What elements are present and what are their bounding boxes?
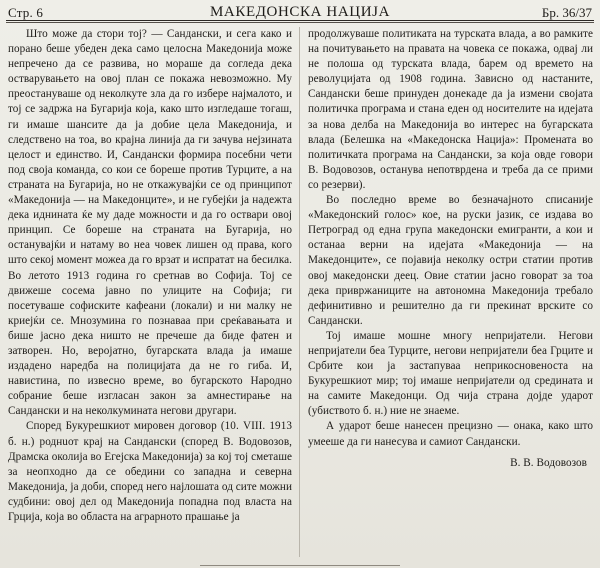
paragraph: А ударот беше нанесен прецизно — онака, како што умееше да ги нанесува и самиот Сандански. xyxy=(308,420,593,448)
paragraph: Според Букурешкиот мировен договор (10. VIII. 1913 б. н.) роднuот крај на Сандански (според В. Водовозов, Драмска околија во Егејска Македонија) за кој тој сметаше за неопходно да се обедини со западна и северна Македонија, ја доби, според него најлошата од сите можни судбини: овој дел од Македонија попадна под власта на Грција, која во областа на аграрното прашање ја xyxy=(8,420,292,523)
header-rule xyxy=(6,20,594,21)
paragraph-continued: продолжуваше политиката на турската влада, а во рамките на почитувањето на правата на човека се покажа, одвај ли не полоша од турската влада, барем од времето на револуцијата од 1908 година. Зависно од настаните, Сандански беше принуден донекаде да ја измени својата политичка програма и стана еден од носителите на идејата за нова делба на Македонија во интерес на бугарската влада (Белешка на «Македонска Нација»: Промената во политичката програма на Сандански, за која овде говори В. Водовозов, останува непотврдена и треба да се прими со резерви). xyxy=(308,28,593,191)
paragraph: Што може да стори тој? — Сандански, и сега како и порано беше убеден дека само целосна Македонија може непречено да се развива, но мораше да согледа дека остварувањето на овој план се покажа невозможно. Му преостануваше од неколкуте зла да го избере најмалото, и тој се задржа на Бугарија која, како што изгледаше тогаш, ги имаше шансите да ја добие цела Македонија, и следствено на тоа, во крајна линија да ги зачува нејзината целост и единство. И, Сандански формира посебни чети под своја команда, со кои се бореше против Турците, а на страната на Бугарија, но не откажувајќи се од принципот «Македонија — на Македонците», и не губејќи ја надежта дека иднината ќе му даде можности и да го оствари овој принцип. Се бореше на страната на Бугарија, но останувајќи и натаму во неа човек лишен од права, кого што секој момент можеа да го врзат и испратат на бесилка. Во летото 1913 година го сретнав во Софија. Тој се движеше сосема јавно по улиците на Софија; ги посетуваше софиските кафеани (локали) и ни малку не криејќи се. Мнозумина го познаваа при срeќавањата и бише јасно дека ништо не пречеше да биде фатен и затворен. Но, веројатно, бугарската влада ја имаше издадено наредба на полицијата да не го гиба. И, навистина, по извесно време, во бугарското Народно собрание беше изгласан закон за амнестирање на Сандански и на неколкумината негови другари. xyxy=(8,28,292,418)
left-column xyxy=(8,27,292,525)
header-rule-thin xyxy=(6,22,594,23)
paragraph: Тој имаше мошне многу непријатели. Негови непријатели беа Турците, негови непријатели беа Грците и Србите кои ја застапуваа неприкосновеноста на Букурешкиот мир; тој имаше непријатели од средината и на самите Македонци. Од чија страна дојде ударот (убиството б. н.) ние не знаеме. xyxy=(308,329,593,418)
footer-rule xyxy=(200,565,400,566)
right-column xyxy=(308,27,593,471)
publication-title: МАКЕДОНСКА НАЦИЈА xyxy=(209,4,391,20)
author-signature: В. В. Водовозов xyxy=(510,456,587,469)
column-divider xyxy=(299,27,300,557)
page-number: Стр. 6 xyxy=(8,5,44,20)
paragraph: Во последно време во безначајното списаније «Македонский голос» кое, на руски јазик, се издава во Петроград од една група македонски емигранти, а кои и останаа верни на идејата «Македонија — на Македонците», се појавија неколку остри статии против овој македонски деец. Овие статии јасно говорат за тоа дека привржаниците на автономна Македонија требало дефинитивно и решително да ги прекинат врските со Сандански. xyxy=(308,194,593,327)
issue-number: Бр. 36/37 xyxy=(541,5,592,20)
page-header xyxy=(6,2,594,22)
